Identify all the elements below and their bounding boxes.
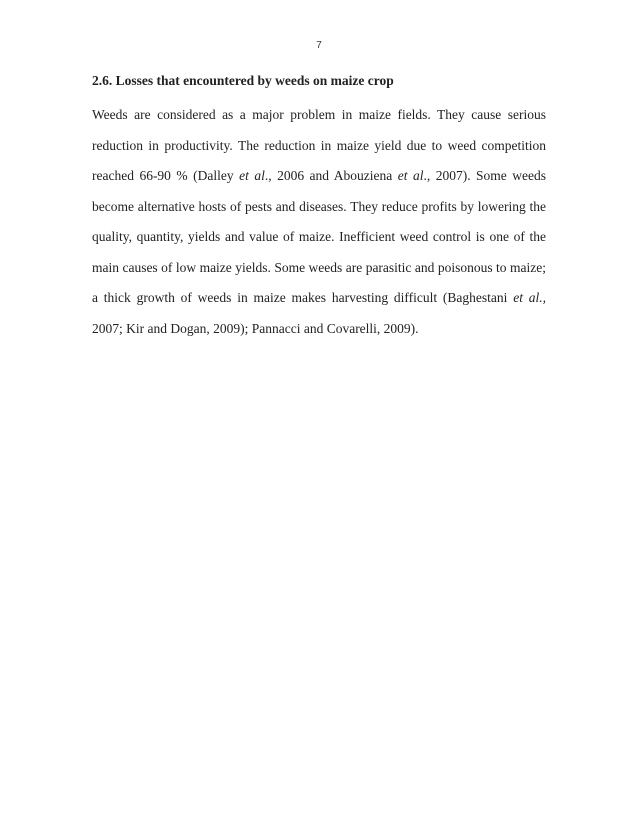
section-heading: 2.6. Losses that encountered by weeds on maize crop: [92, 73, 394, 88]
paragraph-text-2: ., 2006 and Abouziena: [264, 168, 398, 183]
body-paragraph: [92, 100, 546, 344]
citation-et-al: et al.,: [513, 290, 546, 305]
citation-et-al: et al: [239, 168, 265, 183]
paragraph-text-3: ., 2007). Some weeds become alternative hosts of pests and diseases. They reduce profits by lowering the quality, quantity, yields and value of maize. Inefficient weed control is one of the main causes of low maize yields. Some weeds are parasitic and poisonous to maize; a thick growth of weeds in maize makes harvesting difficult (Baghestani: [92, 168, 547, 305]
paragraph-text-4: 2007; Kir and Dogan, 2009); Pannacci and Covarelli, 2009).: [92, 320, 419, 336]
citation-et-al: et al: [397, 168, 424, 183]
paragraph-text-1: Weeds are considered as a major problem in maize fields. They cause serious reduction in productivity. The reduction in maize yield due to weed competition reached 66-90 % (Dalley: [92, 107, 546, 183]
page-number: 7: [316, 40, 322, 51]
